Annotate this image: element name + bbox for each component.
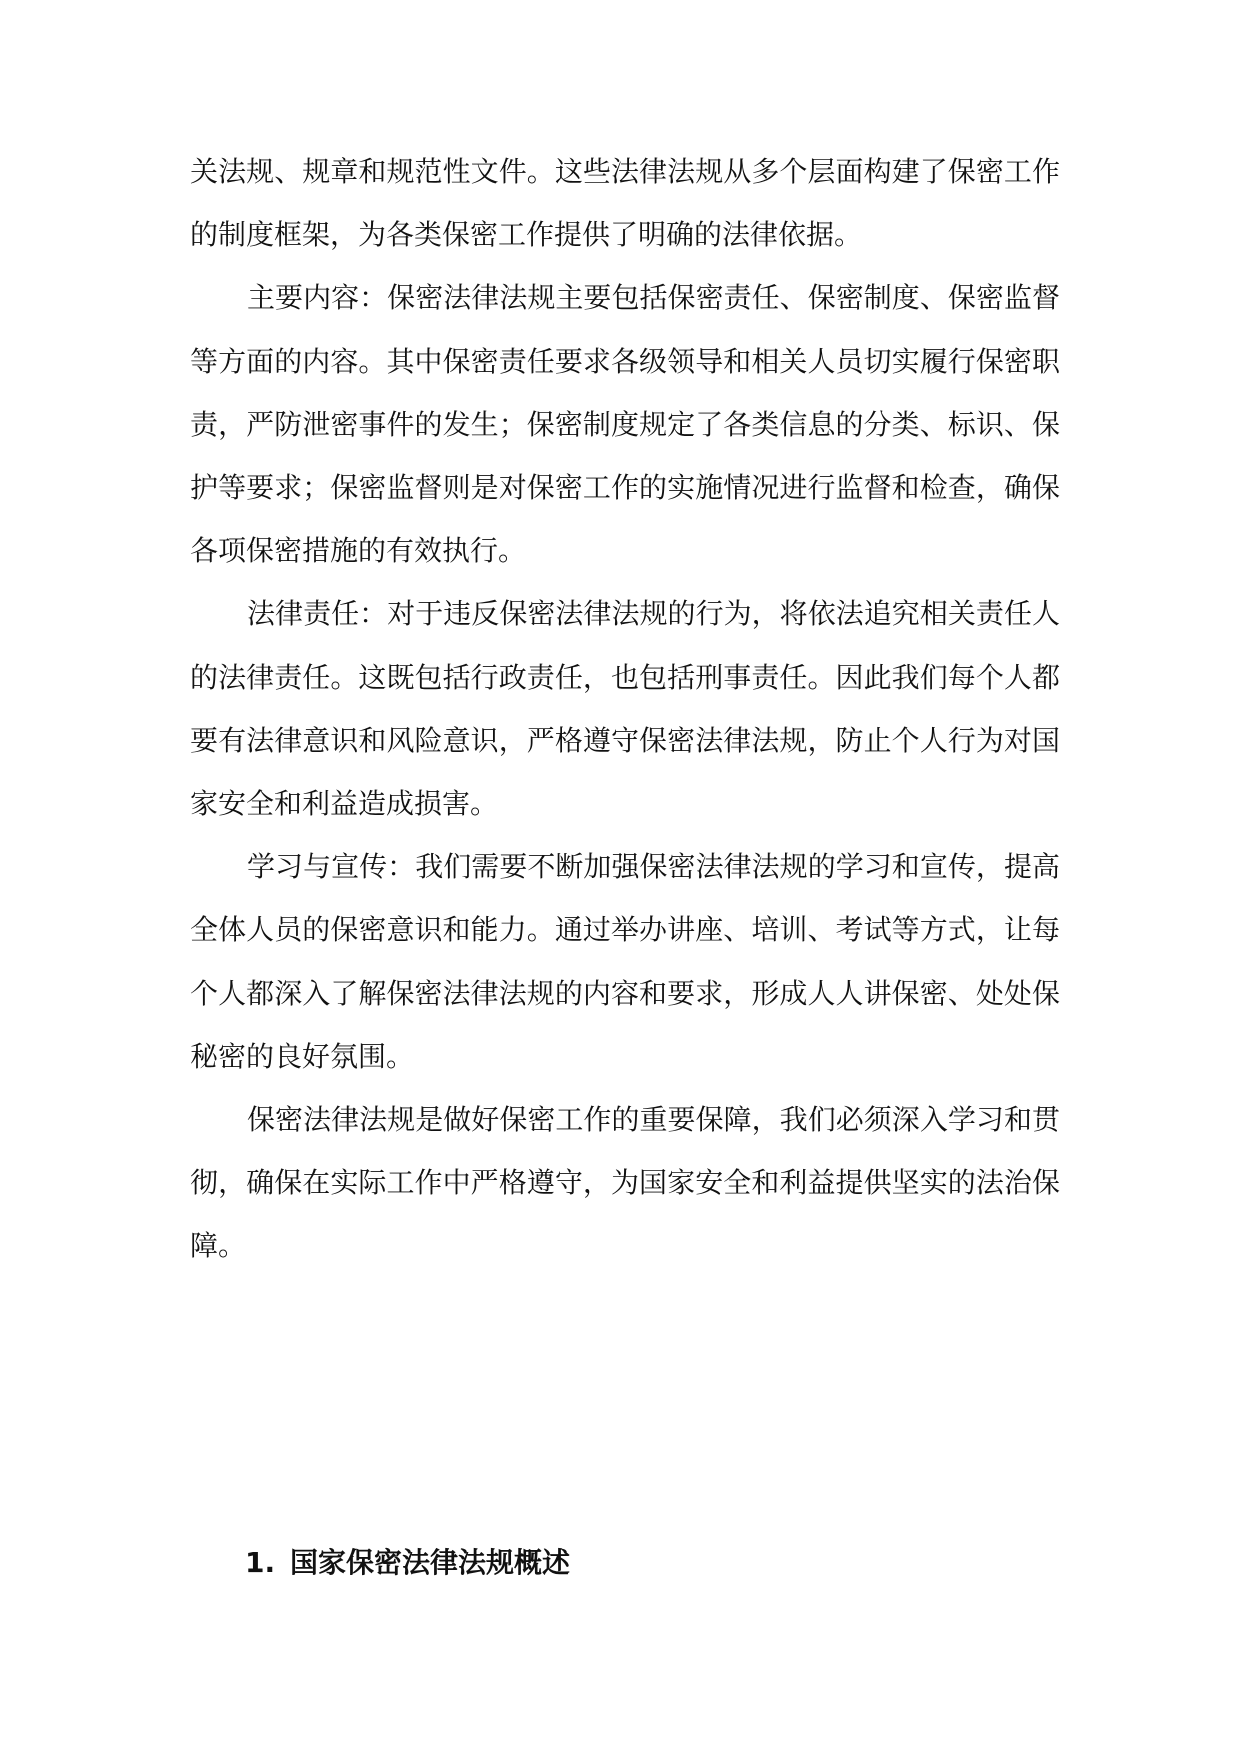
- paragraph-continuation: 关法规、规章和规范性文件。这些法律法规从多个层面构建了保密工作的制度框架，为各类保密工作提供了明确的法律依据。: [190, 155, 1060, 252]
- section-title: 国家保密法律法规概述: [290, 1546, 571, 1579]
- section-number: 1.: [245, 1546, 276, 1579]
- paragraph-legal-responsibility: 法律责任：对于违反保密法律法规的行为，将依法追究相关责任人的法律责任。这既包括行政责任，也包括刑事责任。因此我们每个人都要有法律意识和风险意识，严格遵守保密法律法规，防止个人行为对国家安全和利益造成损害。: [190, 597, 1060, 821]
- document-body: [190, 140, 1060, 1278]
- paragraph-study-and-promotion: 学习与宣传：我们需要不断加强保密法律法规的学习和宣传，提高全体人员的保密意识和能力。通过举办讲座、培训、考试等方式，让每个人都深入了解保密法律法规的内容和要求，形成人人讲保密、处处保秘密的良好氛围。: [190, 850, 1060, 1073]
- section-heading: [245, 1543, 570, 1583]
- paragraph-conclusion: 保密法律法规是做好保密工作的重要保障，我们必须深入学习和贯彻，确保在实际工作中严格遵守，为国家安全和利益提供坚实的法治保障。: [190, 1103, 1060, 1263]
- paragraph-main-content: 主要内容：保密法律法规主要包括保密责任、保密制度、保密监督等方面的内容。其中保密责任要求各级领导和相关人员切实履行保密职责，严防泄密事件的发生；保密制度规定了各类信息的分类、标识、保护等要求；保密监督则是对保密工作的实施情况进行监督和检查，确保各项保密措施的有效执行。: [190, 281, 1060, 568]
